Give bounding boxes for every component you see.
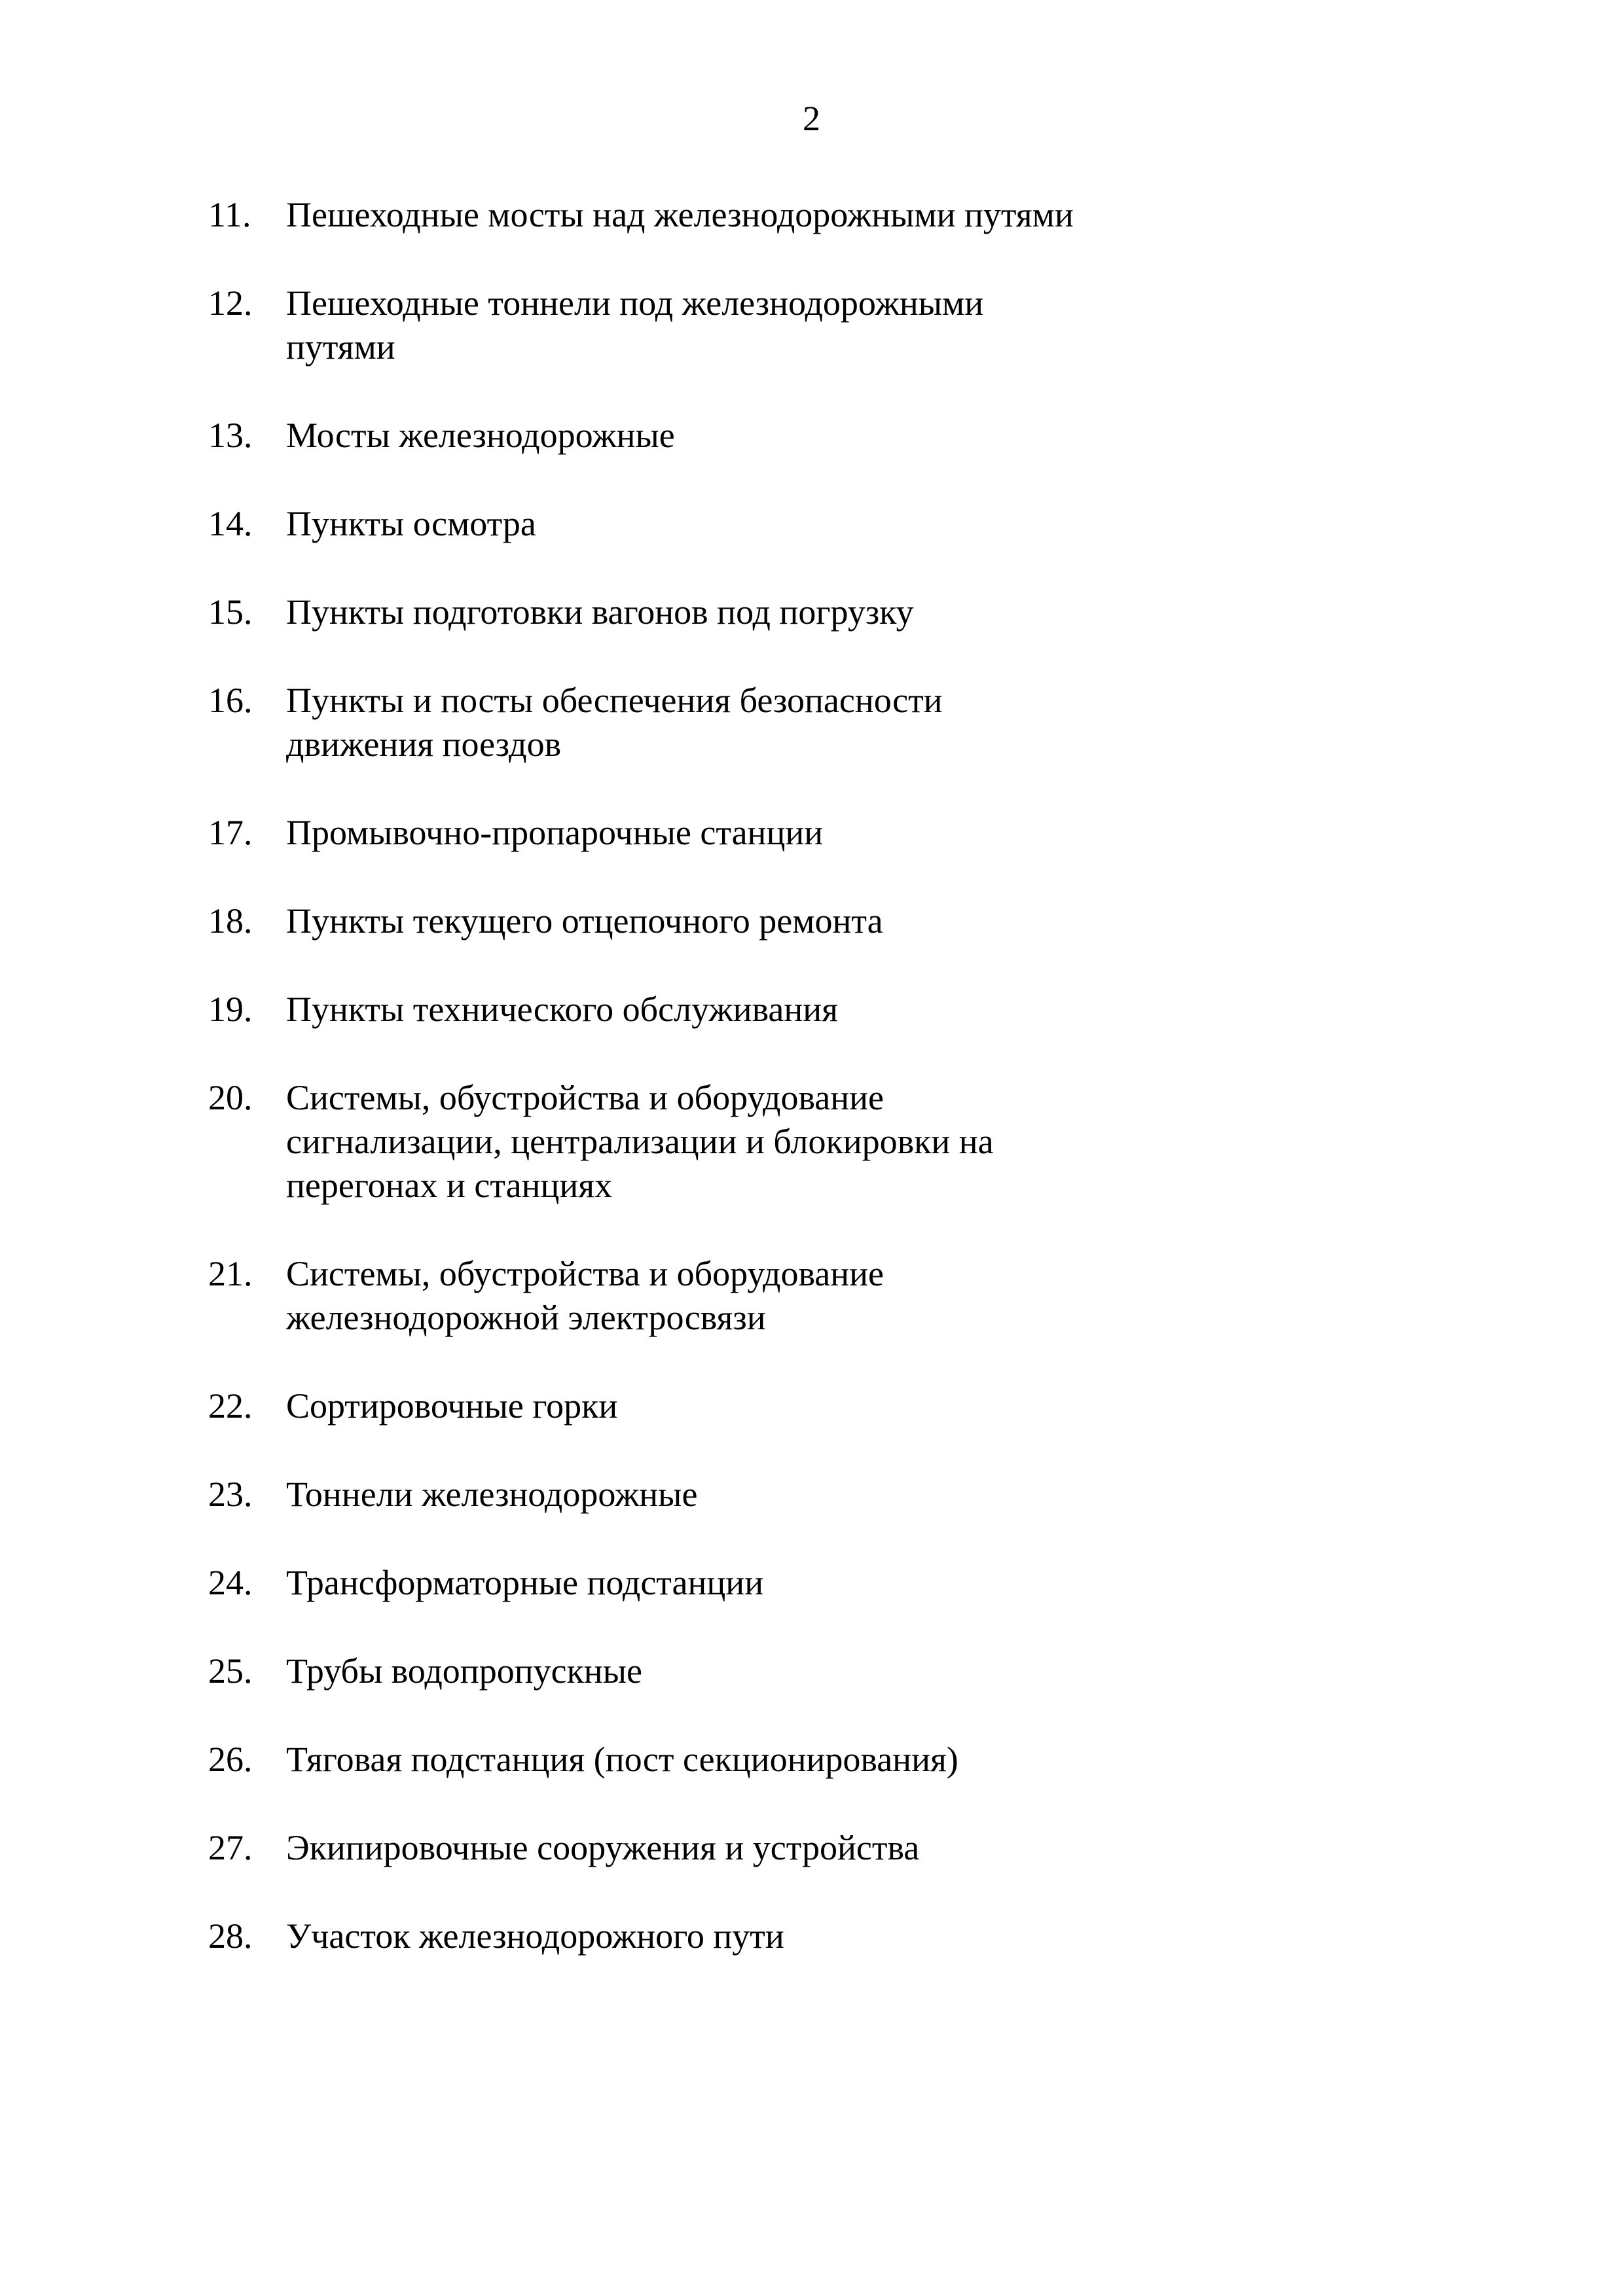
item-number: 13. — [208, 416, 253, 455]
item-number: 22. — [208, 1386, 253, 1426]
item-text: Трубы водопропускные — [286, 1651, 642, 1691]
item-text: Системы, обустройства и оборудование железнодорожной электросвязи — [286, 1254, 884, 1337]
item-number: 25. — [208, 1651, 253, 1691]
item-text: Пункты текущего отцепочного ремонта — [286, 901, 883, 941]
item-text: Пешеходные тоннели под железнодорожными путями — [286, 283, 984, 367]
item-text: Промывочно-пропарочные станции — [286, 813, 824, 852]
item-text: Трансформаторные подстанции — [286, 1563, 764, 1602]
item-number: 24. — [208, 1563, 253, 1602]
item-number: 19. — [208, 990, 253, 1029]
list-item — [0, 1561, 1623, 1605]
item-number: 14. — [208, 504, 253, 543]
item-text: Пункты осмотра — [286, 504, 536, 543]
item-text: Пешеходные мосты над железнодорожными путями — [286, 195, 1074, 234]
list-item — [0, 590, 1623, 634]
page-number: 2 — [803, 99, 820, 138]
list-item — [0, 1252, 1623, 1340]
list-item — [0, 414, 1623, 457]
item-number: 12. — [208, 283, 253, 323]
item-text: Тяговая подстанция (пост секционирования) — [286, 1740, 958, 1779]
item-number: 18. — [208, 901, 253, 941]
list-item — [0, 679, 1623, 766]
item-text: Мосты железнодорожные — [286, 416, 675, 455]
item-text: Системы, обустройства и оборудование сигнализации, централизации и блокировки на перегонах и станциях — [286, 1078, 994, 1205]
list-item — [0, 899, 1623, 943]
item-number: 23. — [208, 1475, 253, 1514]
item-number: 20. — [208, 1078, 253, 1117]
list-item — [0, 281, 1623, 369]
item-number: 27. — [208, 1828, 253, 1867]
list-item — [0, 1384, 1623, 1428]
item-text: Пункты технического обслуживания — [286, 990, 838, 1029]
list-item — [0, 1738, 1623, 1782]
list-item — [0, 502, 1623, 546]
item-number: 11. — [208, 195, 251, 234]
item-number: 28. — [208, 1916, 253, 1956]
item-text: Пункты и посты обеспечения безопасности движения поездов — [286, 681, 943, 764]
list-item — [0, 193, 1623, 237]
item-text: Тоннели железнодорожные — [286, 1475, 698, 1514]
item-number: 26. — [208, 1740, 253, 1779]
item-text: Участок железнодорожного пути — [286, 1916, 784, 1956]
list-item — [0, 1076, 1623, 1208]
list-item — [0, 1649, 1623, 1693]
list-item — [0, 1473, 1623, 1516]
list-item — [0, 1826, 1623, 1870]
list-item — [0, 811, 1623, 855]
list-item — [0, 988, 1623, 1031]
item-text: Сортировочные горки — [286, 1386, 618, 1426]
item-number: 21. — [208, 1254, 253, 1293]
item-text: Экипировочные сооружения и устройства — [286, 1828, 920, 1867]
item-list — [0, 193, 1623, 2003]
item-number: 16. — [208, 681, 253, 720]
item-number: 17. — [208, 813, 253, 852]
item-text: Пункты подготовки вагонов под погрузку — [286, 592, 914, 632]
list-item — [0, 1914, 1623, 1958]
item-number: 15. — [208, 592, 253, 632]
